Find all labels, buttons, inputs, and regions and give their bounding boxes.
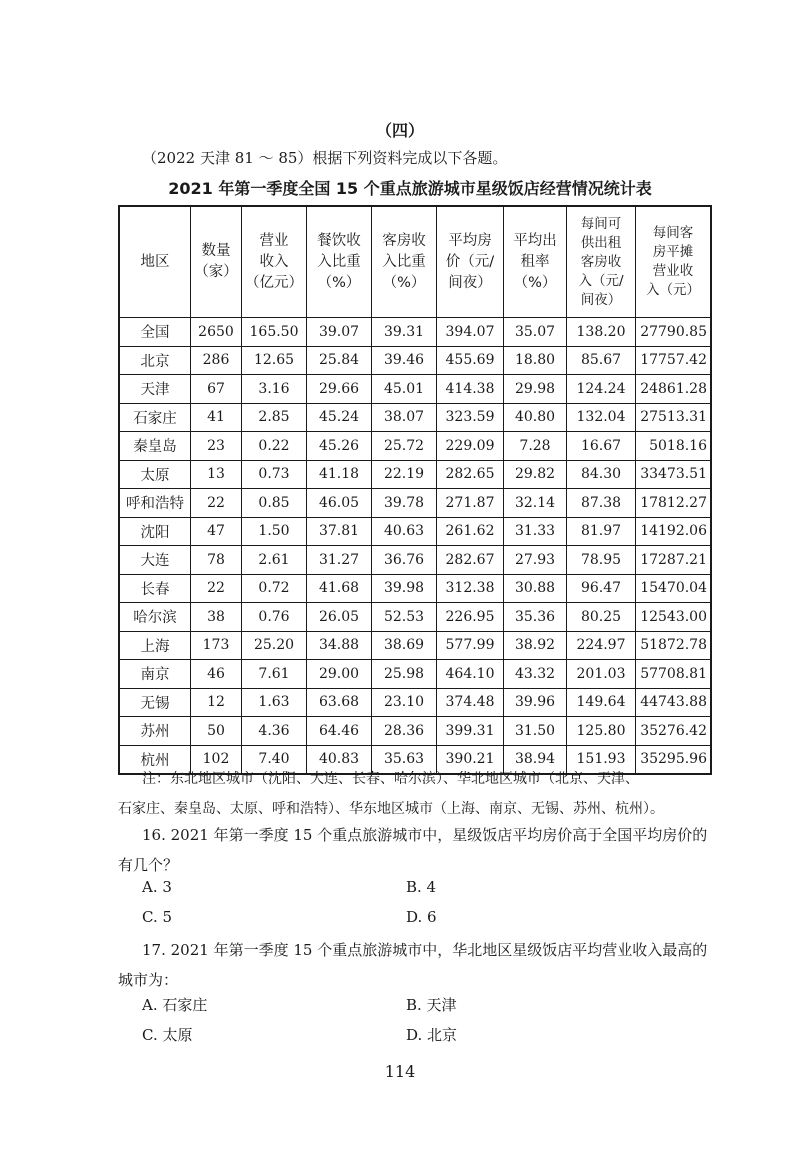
table-cell: 38.07 <box>372 403 437 432</box>
table-cell: 81.97 <box>567 517 636 546</box>
region-cell: 杭州 <box>119 745 191 774</box>
table-cell: 13 <box>191 460 242 489</box>
header-avg-price <box>437 206 504 318</box>
intro-text: （2022 天津 81 ～ 85）根据下列资料完成以下各题。 <box>142 149 508 167</box>
table-cell: 7.28 <box>504 432 567 461</box>
table-cell: 35276.42 <box>636 717 712 746</box>
header-line: 每间客 <box>652 225 694 241</box>
table-cell: 29.00 <box>307 660 372 689</box>
table-row <box>119 489 711 518</box>
table-cell: 226.95 <box>437 603 504 632</box>
table-cell: 28.36 <box>372 717 437 746</box>
header-line: 营业 <box>259 232 289 249</box>
region-cell: 全国 <box>119 318 191 347</box>
table-cell: 2650 <box>191 318 242 347</box>
table-cell: 15470.04 <box>636 574 712 603</box>
table-cell: 52.53 <box>372 603 437 632</box>
option-d[interactable]: D. 6 <box>406 908 437 926</box>
table-cell: 38.94 <box>504 745 567 774</box>
table-cell: 173 <box>191 631 242 660</box>
table-cell: 138.20 <box>567 318 636 347</box>
table-cell: 286 <box>191 346 242 375</box>
table-row <box>119 688 711 717</box>
table-cell: 45.24 <box>307 403 372 432</box>
table-cell: 7.40 <box>242 745 307 774</box>
header-occupancy <box>504 206 567 318</box>
table-title: 2021 年第一季度全国 15 个重点旅游城市星级饭店经营情况统计表 <box>168 179 652 198</box>
table-row <box>119 574 711 603</box>
table-cell: 24861.28 <box>636 375 712 404</box>
table-cell: 414.38 <box>437 375 504 404</box>
table-cell: 271.87 <box>437 489 504 518</box>
table-cell: 2.85 <box>242 403 307 432</box>
table-cell: 14192.06 <box>636 517 712 546</box>
region-cell: 呼和浩特 <box>119 489 191 518</box>
note-line-1: 注：东北地区城市（沈阳、大连、长春、哈尔滨）、华北地区城市（北京、天津、 <box>142 771 639 787</box>
table-cell: 27790.85 <box>636 318 712 347</box>
table-cell: 3.16 <box>242 375 307 404</box>
table-cell: 323.59 <box>437 403 504 432</box>
table-cell: 31.50 <box>504 717 567 746</box>
header-line: 餐饮收 <box>317 232 361 249</box>
table-cell: 374.48 <box>437 688 504 717</box>
header-room-share <box>372 206 437 318</box>
table-cell: 38.92 <box>504 631 567 660</box>
table-cell: 25.84 <box>307 346 372 375</box>
table-cell: 201.03 <box>567 660 636 689</box>
table-cell: 35.63 <box>372 745 437 774</box>
table-cell: 165.50 <box>242 318 307 347</box>
table-cell: 12 <box>191 688 242 717</box>
region-cell: 哈尔滨 <box>119 603 191 632</box>
table-cell: 39.07 <box>307 318 372 347</box>
question-stem: 17. 2021 年第一季度 15 个重点旅游城市中，华北地区星级饭店平均营业收入最高的城市为： <box>118 941 708 989</box>
table-row <box>119 375 711 404</box>
table-cell: 5018.16 <box>636 432 712 461</box>
table-cell: 80.25 <box>567 603 636 632</box>
table-cell: 16.67 <box>567 432 636 461</box>
option-c[interactable]: C. 太原 <box>142 1026 193 1044</box>
table-cell: 30.88 <box>504 574 567 603</box>
table-cell: 29.98 <box>504 375 567 404</box>
table-cell: 25.98 <box>372 660 437 689</box>
table-cell: 261.62 <box>437 517 504 546</box>
table-cell: 41 <box>191 403 242 432</box>
table-cell: 151.93 <box>567 745 636 774</box>
table-cell: 12.65 <box>242 346 307 375</box>
table-cell: 96.47 <box>567 574 636 603</box>
question-16 <box>118 820 718 880</box>
table-note <box>118 764 718 824</box>
table-cell: 0.76 <box>242 603 307 632</box>
header-revenue-per-room <box>636 206 712 318</box>
region-cell: 无锡 <box>119 688 191 717</box>
table-cell: 455.69 <box>437 346 504 375</box>
table-cell: 390.21 <box>437 745 504 774</box>
header-line: 入比重 <box>382 253 426 270</box>
table-cell: 17812.27 <box>636 489 712 518</box>
header-revenue <box>242 206 307 318</box>
header-line: （%） <box>513 274 557 291</box>
table-cell: 50 <box>191 717 242 746</box>
table-cell: 399.31 <box>437 717 504 746</box>
region-cell: 太原 <box>119 460 191 489</box>
table-cell: 22.19 <box>372 460 437 489</box>
table-row <box>119 660 711 689</box>
table-cell: 35.07 <box>504 318 567 347</box>
option-c[interactable]: C. 5 <box>142 908 173 926</box>
option-a[interactable]: A. 3 <box>142 878 172 896</box>
section-label: （四） <box>375 121 424 140</box>
table-row <box>119 403 711 432</box>
table-cell: 31.33 <box>504 517 567 546</box>
table-cell: 125.80 <box>567 717 636 746</box>
table-cell: 32.14 <box>504 489 567 518</box>
header-line: 地区 <box>140 253 170 270</box>
table-cell: 64.46 <box>307 717 372 746</box>
table-cell: 41.68 <box>307 574 372 603</box>
table-cell: 27.93 <box>504 546 567 575</box>
header-line: 每间可 <box>580 215 622 232</box>
header-line: 平均出 <box>513 232 557 249</box>
table-cell: 38.69 <box>372 631 437 660</box>
header-line: 间夜） <box>580 291 622 308</box>
table-cell: 39.46 <box>372 346 437 375</box>
header-line: 入（元/ <box>578 272 624 289</box>
header-line: 入（元） <box>646 282 700 298</box>
header-line: 供出租 <box>580 234 622 251</box>
table-cell: 17757.42 <box>636 346 712 375</box>
table-cell: 27513.31 <box>636 403 712 432</box>
table-cell: 46 <box>191 660 242 689</box>
table-cell: 23 <box>191 432 242 461</box>
table-cell: 57708.81 <box>636 660 712 689</box>
table-cell: 282.65 <box>437 460 504 489</box>
question-17 <box>118 935 718 995</box>
table-body <box>119 318 711 775</box>
region-cell: 秦皇岛 <box>119 432 191 461</box>
table-cell: 67 <box>191 375 242 404</box>
table-cell: 229.09 <box>437 432 504 461</box>
option-d[interactable]: D. 北京 <box>406 1026 458 1044</box>
header-count <box>191 206 242 318</box>
table-cell: 44743.88 <box>636 688 712 717</box>
header-line: （亿元） <box>245 274 303 291</box>
table-row <box>119 603 711 632</box>
table-cell: 37.81 <box>307 517 372 546</box>
table-cell: 22 <box>191 489 242 518</box>
table-cell: 1.50 <box>242 517 307 546</box>
table-cell: 312.38 <box>437 574 504 603</box>
header-line: 入比重 <box>317 253 361 270</box>
table-cell: 224.97 <box>567 631 636 660</box>
region-cell: 大连 <box>119 546 191 575</box>
table-cell: 394.07 <box>437 318 504 347</box>
table-cell: 45.01 <box>372 375 437 404</box>
table-cell: 0.72 <box>242 574 307 603</box>
header-line: 数量 <box>201 243 231 259</box>
table-cell: 46.05 <box>307 489 372 518</box>
table-row <box>119 318 711 347</box>
table-row <box>119 631 711 660</box>
table-cell: 29.66 <box>307 375 372 404</box>
table-cell: 7.61 <box>242 660 307 689</box>
table-cell: 78 <box>191 546 242 575</box>
table-cell: 36.76 <box>372 546 437 575</box>
question-stem: 16. 2021 年第一季度 15 个重点旅游城市中，星级饭店平均房价高于全国平均房价的有几个？ <box>118 826 708 874</box>
table-cell: 282.67 <box>437 546 504 575</box>
header-line: （%） <box>317 274 361 291</box>
table-cell: 51872.78 <box>636 631 712 660</box>
note-line-2: 石家庄、秦皇岛、太原、呼和浩特）、华东地区城市（上海、南京、无锡、苏州、杭州）。 <box>118 801 664 817</box>
table-cell: 78.95 <box>567 546 636 575</box>
table-header-row <box>119 206 711 318</box>
table-cell: 2.61 <box>242 546 307 575</box>
table-cell: 17287.21 <box>636 546 712 575</box>
table-cell: 39.96 <box>504 688 567 717</box>
table-cell: 4.36 <box>242 717 307 746</box>
table-cell: 25.20 <box>242 631 307 660</box>
page-number: 114 <box>384 1062 416 1081</box>
table-cell: 33473.51 <box>636 460 712 489</box>
table-row <box>119 546 711 575</box>
table-cell: 18.80 <box>504 346 567 375</box>
header-line: 营业收 <box>652 263 694 279</box>
option-b[interactable]: B. 天津 <box>406 996 457 1014</box>
option-b[interactable]: B. 4 <box>406 878 437 896</box>
table-cell: 102 <box>191 745 242 774</box>
table-cell: 85.67 <box>567 346 636 375</box>
header-line: 收入 <box>259 253 289 270</box>
region-cell: 南京 <box>119 660 191 689</box>
header-line: 客房收 <box>580 253 622 270</box>
table-cell: 0.85 <box>242 489 307 518</box>
header-line: 平均房 <box>448 232 492 249</box>
statistics-table <box>118 205 712 775</box>
region-cell: 北京 <box>119 346 191 375</box>
header-line: 间夜） <box>448 274 492 291</box>
table-cell: 35295.96 <box>636 745 712 774</box>
table-cell: 47 <box>191 517 242 546</box>
table-cell: 63.68 <box>307 688 372 717</box>
table-cell: 87.38 <box>567 489 636 518</box>
region-cell: 苏州 <box>119 717 191 746</box>
table-row <box>119 460 711 489</box>
table-cell: 124.24 <box>567 375 636 404</box>
table-cell: 26.05 <box>307 603 372 632</box>
table-cell: 35.36 <box>504 603 567 632</box>
table-row <box>119 517 711 546</box>
table-cell: 23.10 <box>372 688 437 717</box>
table-cell: 149.64 <box>567 688 636 717</box>
region-cell: 沈阳 <box>119 517 191 546</box>
table-cell: 39.98 <box>372 574 437 603</box>
table-cell: 25.72 <box>372 432 437 461</box>
table-cell: 39.31 <box>372 318 437 347</box>
table-cell: 41.18 <box>307 460 372 489</box>
table-cell: 132.04 <box>567 403 636 432</box>
table-cell: 0.22 <box>242 432 307 461</box>
region-cell: 天津 <box>119 375 191 404</box>
table-cell: 38 <box>191 603 242 632</box>
header-line: 租率 <box>520 253 550 270</box>
table-cell: 0.73 <box>242 460 307 489</box>
table-cell: 22 <box>191 574 242 603</box>
table-cell: 34.88 <box>307 631 372 660</box>
table-row <box>119 346 711 375</box>
table-row <box>119 717 711 746</box>
table-cell: 1.63 <box>242 688 307 717</box>
table-cell: 43.32 <box>504 660 567 689</box>
header-food-share <box>307 206 372 318</box>
header-line: 价（元/ <box>445 253 495 270</box>
region-cell: 石家庄 <box>119 403 191 432</box>
header-revpar <box>567 206 636 318</box>
table-cell: 29.82 <box>504 460 567 489</box>
table-cell: 84.30 <box>567 460 636 489</box>
table-cell: 464.10 <box>437 660 504 689</box>
table-cell: 40.63 <box>372 517 437 546</box>
header-line: （%） <box>382 274 426 291</box>
option-a[interactable]: A. 石家庄 <box>142 996 208 1014</box>
table-cell: 40.83 <box>307 745 372 774</box>
header-region <box>119 206 191 318</box>
table-cell: 31.27 <box>307 546 372 575</box>
table-cell: 40.80 <box>504 403 567 432</box>
table-cell: 45.26 <box>307 432 372 461</box>
header-line: 房平摊 <box>652 244 694 260</box>
region-cell: 上海 <box>119 631 191 660</box>
table-cell: 577.99 <box>437 631 504 660</box>
table-cell: 12543.00 <box>636 603 712 632</box>
header-line: （家） <box>194 264 238 280</box>
table-cell: 39.78 <box>372 489 437 518</box>
header-line: 客房收 <box>382 232 426 249</box>
region-cell: 长春 <box>119 574 191 603</box>
table-row <box>119 432 711 461</box>
